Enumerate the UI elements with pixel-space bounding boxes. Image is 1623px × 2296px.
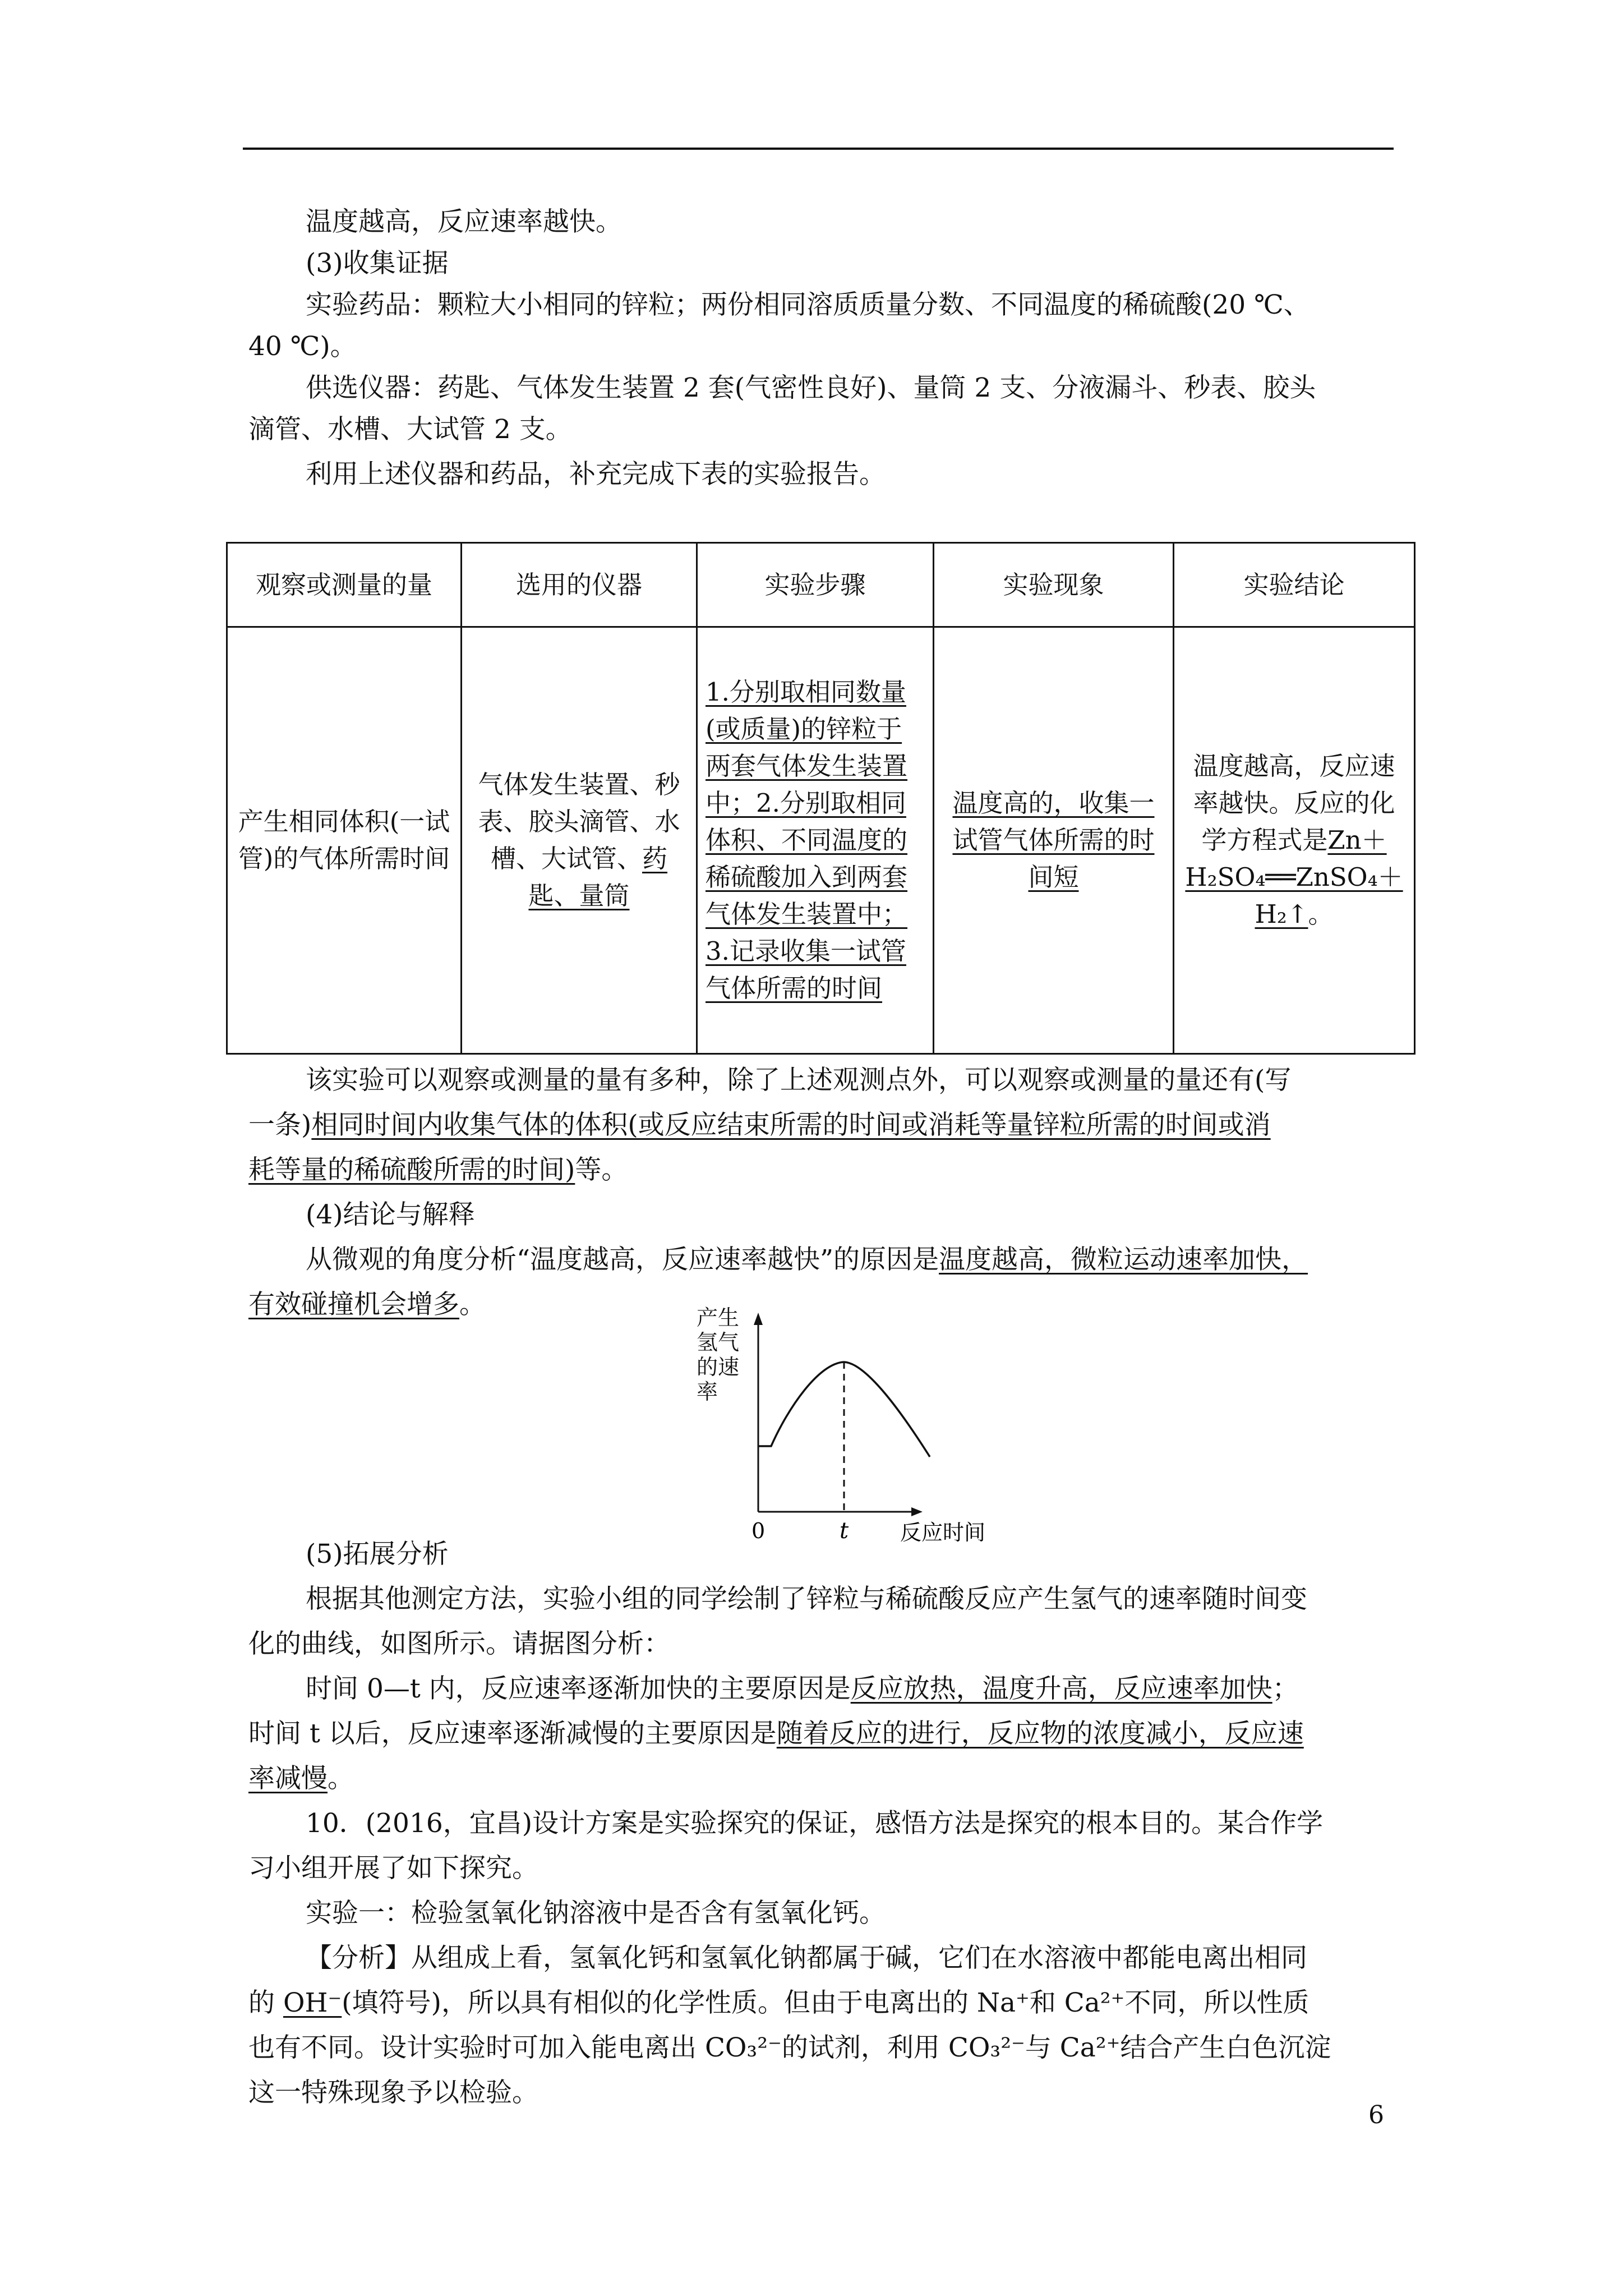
text-line xyxy=(248,1103,1395,1148)
text-line xyxy=(248,1981,1395,2026)
text-line: 滴管、水槽、大试管 2 支。 xyxy=(248,414,572,445)
text-line: 根据其他测定方法，实验小组的同学绘制了锌粒与稀硫酸反应产生氢气的速率随时间变 xyxy=(306,1584,1307,1614)
equation-answer: Zn＋H₂SO₄══ZnSO₄＋H₂↑ xyxy=(1185,825,1403,929)
answer-text: 温度越高，微粒运动速率加快， xyxy=(939,1244,1308,1275)
table-header-cell: 选用的仪器 xyxy=(462,543,697,627)
instruments-cell xyxy=(462,627,697,1054)
reaction-rate-chart xyxy=(695,1301,1009,1543)
text-line xyxy=(248,1148,1395,1193)
instruments-text: 气体发生装置、秒表、胶头滴管、水槽、大试管、 xyxy=(478,770,680,873)
answer-text: 有效碰撞机会增多 xyxy=(248,1289,459,1320)
y-axis-arrow xyxy=(754,1313,763,1325)
text-span: 从微观的角度分析“温度越高，反应速率越快”的原因是 xyxy=(306,1244,939,1275)
answer-text: 药匙、量筒 xyxy=(528,844,668,910)
table-header-cell: 实验现象 xyxy=(934,543,1174,627)
text-line: 温度越高，反应速率越快。 xyxy=(306,206,622,237)
conclusion-text: 温度越高，反应速率越快。反应的化学方程式是 xyxy=(1193,751,1395,855)
page-number: 6 xyxy=(1368,2101,1384,2129)
text-line xyxy=(248,1756,1395,1801)
y-axis-label xyxy=(697,1305,739,1404)
section-heading: (5)拓展分析 xyxy=(306,1539,449,1570)
section-heading: (4)结论与解释 xyxy=(306,1199,475,1230)
text-line: 实验药品：颗粒大小相同的锌粒；两份相同溶质质量分数、不同温度的稀硫酸(20 ℃、 xyxy=(306,289,1310,320)
text-span: 时间 0—t 内，反应速率逐渐加快的主要原因是 xyxy=(306,1673,851,1704)
text-span: 等。 xyxy=(575,1154,628,1185)
text-line: 习小组开展了如下探究。 xyxy=(248,1853,538,1884)
text-line xyxy=(306,1237,1394,1282)
y-axis-label-line: 产生 xyxy=(697,1305,740,1330)
text-line: 实验一：检验氢氧化钠溶液中是否含有氢氧化钙。 xyxy=(306,1898,886,1929)
text-span: ； xyxy=(1272,1673,1299,1704)
text-span: 时间 t 以后，反应速率逐渐减慢的主要原因是 xyxy=(248,1718,777,1749)
x-axis-label: 反应时间 xyxy=(900,1520,986,1543)
question-10-line: 10．(2016，宜昌)设计方案是实验探究的保证，感悟方法是探究的根本目的。某合作学 xyxy=(306,1808,1324,1839)
y-axis-label-line: 的速 xyxy=(697,1355,740,1379)
text-span: 。 xyxy=(328,1763,354,1794)
answer-text: 率减慢 xyxy=(248,1763,328,1794)
answer-text: 温度高的，收集一试管气体所需的时间短 xyxy=(952,788,1155,892)
text-span: 一条) xyxy=(248,1110,312,1140)
answer-text: OH⁻ xyxy=(283,1987,342,2018)
experiment-report-table xyxy=(226,542,1415,1055)
quantity-cell: 产生相同体积(一试管)的气体所需时间 xyxy=(227,627,462,1054)
origin-label: 0 xyxy=(751,1519,766,1543)
table-header-row xyxy=(227,543,1415,627)
text-line: 供选仪器：药匙、气体发生装置 2 套(气密性良好)、量筒 2 支、分液漏斗、秒表、胶头 xyxy=(306,372,1316,403)
text-line: 该实验可以观察或测量的量有多种，除了上述观测点外，可以观察或测量的量还有(写 xyxy=(306,1065,1292,1096)
conclusion-cell xyxy=(1174,627,1415,1054)
x-axis-arrow xyxy=(911,1507,923,1516)
answer-text: 相同时间内收集气体的体积(或反应结束所需的时间或消耗等量锌粒所需的时间或消 xyxy=(311,1110,1271,1140)
answer-text: 1.分别取相同数量(或质量)的锌粒于两套气体发生装置中；2.分别取相同体积、不同温度的稀硫酸加入到两套气体发生装置中；3.记录收集一试管气体所需的时间 xyxy=(706,677,908,1003)
y-axis-label-line: 氢气 xyxy=(697,1330,740,1355)
phenomenon-cell xyxy=(934,627,1174,1054)
text-line: 这一特殊现象予以检验。 xyxy=(248,2077,538,2108)
text-span: 。 xyxy=(459,1289,486,1320)
text-line xyxy=(248,1711,1395,1756)
text-line: 40 ℃)。 xyxy=(248,331,357,362)
x-tick-label: t xyxy=(840,1518,849,1543)
text-span: 的 xyxy=(248,1987,283,2018)
answer-text: 耗等量的稀硫酸所需的时间) xyxy=(248,1154,575,1185)
text-span: (填符号)，所以具有相似的化学性质。但由于电离出的 Na⁺和 Ca²⁺不同，所以性质 xyxy=(342,1987,1310,2018)
text-line: 化的曲线，如图所示。请据图分析： xyxy=(248,1628,670,1659)
conclusion-end: 。 xyxy=(1308,899,1334,929)
section-heading: (3)收集证据 xyxy=(306,248,449,279)
text-line: 也有不同。设计实验时可加入能电离出 CO₃²⁻的试剂，利用 CO₃²⁻与 Ca²⁺结合产生白色沉淀 xyxy=(248,2032,1331,2063)
table-row xyxy=(227,627,1415,1054)
answer-text: 随着反应的进行，反应物的浓度减小，反应速 xyxy=(776,1718,1304,1749)
text-line: 【分析】从组成上看，氢氧化钙和氢氧化钠都属于碱，它们在水溶液中都能电离出相同 xyxy=(306,1943,1307,1973)
text-line: 利用上述仪器和药品，补充完成下表的实验报告。 xyxy=(306,459,886,490)
table-header-cell: 实验结论 xyxy=(1174,543,1415,627)
header-rule xyxy=(243,148,1394,150)
answer-text: 反应放热，温度升高，反应速率加快 xyxy=(850,1673,1272,1704)
steps-cell xyxy=(697,627,934,1054)
table-header-cell: 观察或测量的量 xyxy=(227,543,462,627)
y-axis-label-line: 率 xyxy=(697,1379,718,1404)
table-header-cell: 实验步骤 xyxy=(697,543,934,627)
text-line xyxy=(306,1667,1394,1711)
